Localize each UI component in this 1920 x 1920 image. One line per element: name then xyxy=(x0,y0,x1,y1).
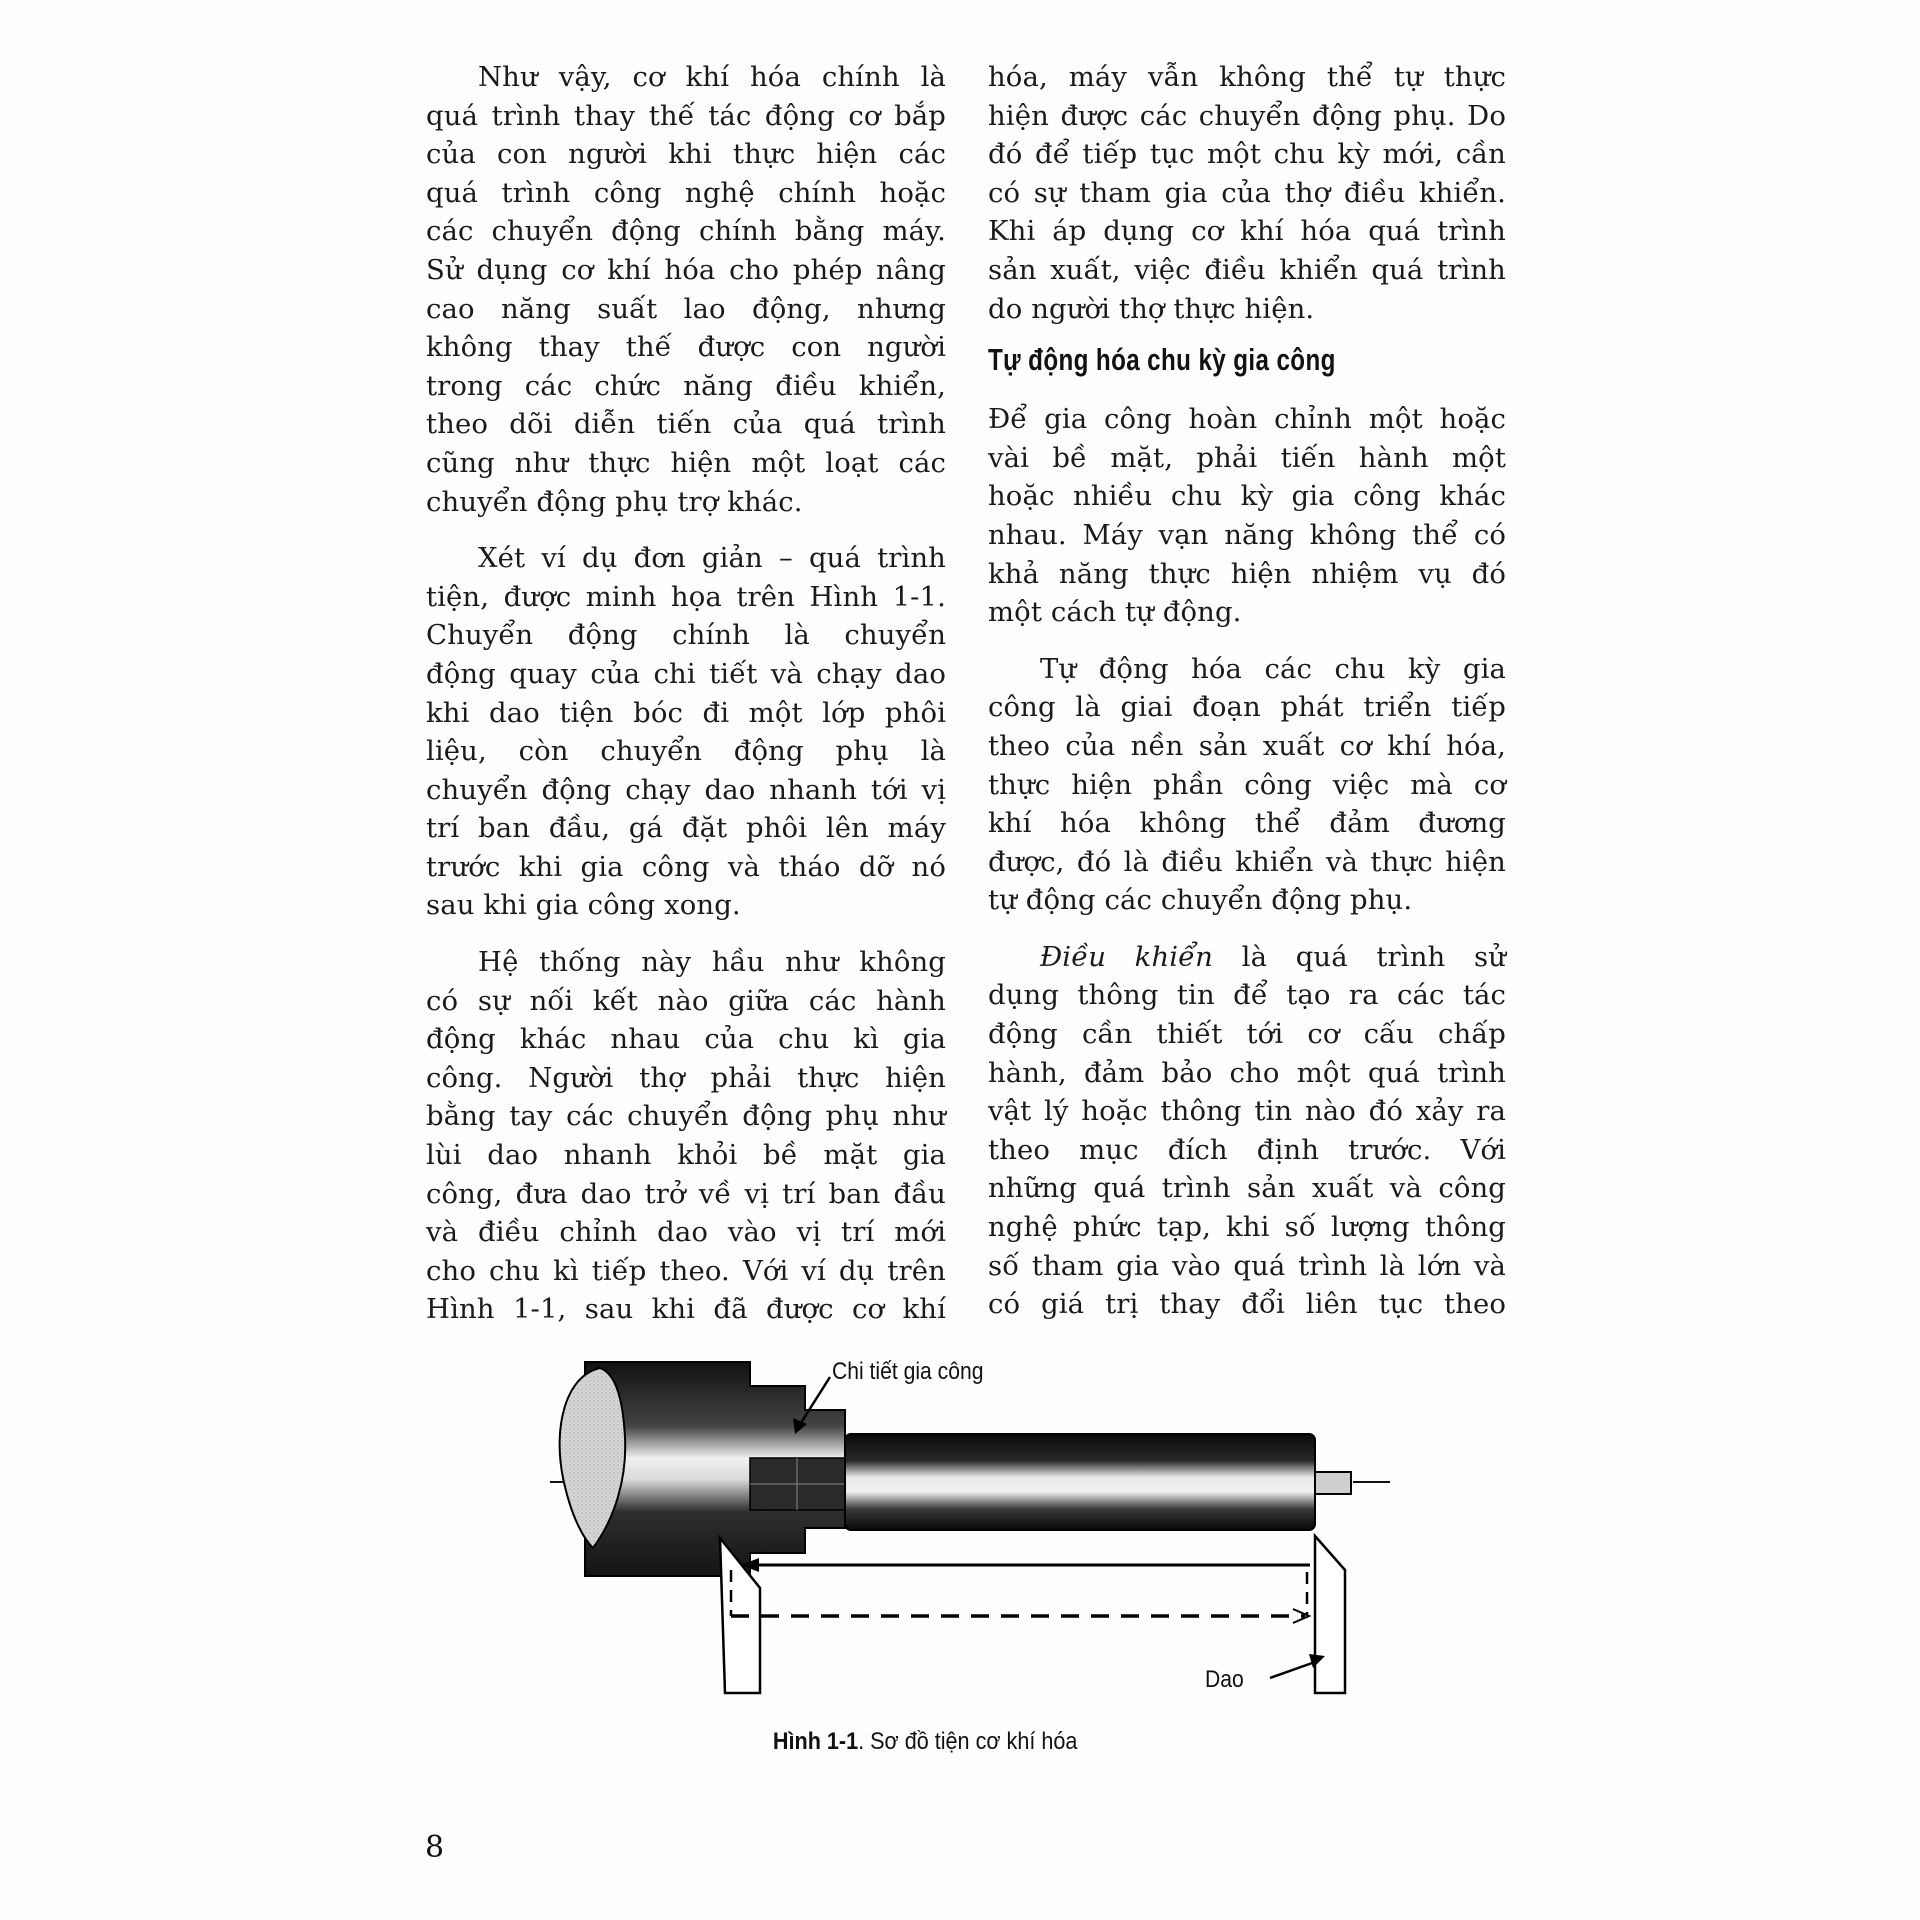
cutting-tool-end xyxy=(1315,1536,1345,1693)
text-line: cao năng suất lao động, nhưng xyxy=(426,292,946,325)
tailstock-center xyxy=(1315,1472,1351,1494)
text-line: thực hiện phần công việc mà cơ xyxy=(988,768,1506,801)
rapid-return-arrow xyxy=(741,1558,1310,1572)
text-line: đó để tiếp tục một chu kỳ mới, cần xyxy=(988,138,1506,171)
text-line: quá trình thay thế tác động cơ bắp xyxy=(426,99,946,132)
text-line: số tham gia vào quá trình là lớn và xyxy=(988,1249,1506,1282)
text-line: công là giai đoạn phát triển tiếp xyxy=(988,691,1506,724)
text-line: Để gia công hoàn chỉnh một hoặc xyxy=(988,403,1506,436)
caption-figure-number: Hình 1-1 xyxy=(772,1728,858,1755)
text-line: một cách tự động. xyxy=(988,596,1242,629)
text-line: chuyển động phụ trợ khác. xyxy=(426,485,803,518)
text-line: có sự nối kết nào giữa các hành xyxy=(426,984,946,1017)
text-line: trong các chức năng điều khiển, xyxy=(426,369,946,402)
text-line: sau khi gia công xong. xyxy=(426,889,741,922)
text-line: hoặc nhiều chu kỳ gia công khác xyxy=(988,480,1506,513)
text-line: được, đó là điều khiển và thực hiện xyxy=(988,845,1506,878)
figure-caption xyxy=(0,1728,1920,1756)
paragraph-mechanization-definition xyxy=(426,58,946,521)
text-line: có sự tham gia của thợ điều khiển. xyxy=(988,176,1506,209)
text-line: Xét ví dụ đơn giản – quá trình xyxy=(478,542,946,575)
paragraph-cycle-automation xyxy=(988,650,1506,920)
text-line: khả năng thực hiện nhiệm vụ đó xyxy=(988,557,1506,590)
text-line: Sử dụng cơ khí hóa cho phép nâng xyxy=(426,253,946,286)
text-line: nhau. Máy vạn năng không thể có xyxy=(988,518,1506,551)
text-line: có giá trị thay đổi liên tục theo xyxy=(988,1288,1506,1321)
text-line: Hệ thống này hầu như không xyxy=(478,946,946,979)
text-line: theo của nền sản xuất cơ khí hóa, xyxy=(988,729,1506,762)
text-line: khí hóa không thể đảm đương xyxy=(988,807,1506,840)
text-line: vật lý hoặc thông tin nào đó xảy ra xyxy=(988,1095,1506,1128)
caption-text: . Sơ đồ tiện cơ khí hóa xyxy=(857,1728,1078,1755)
text-line: các chuyển động chính bằng máy. xyxy=(426,215,946,248)
text-line: liệu, còn chuyển động phụ là xyxy=(426,735,946,768)
text-line: nghệ phức tạp, khi số lượng thông xyxy=(988,1211,1506,1244)
text-line: cũng như thực hiện một loạt các xyxy=(426,446,946,479)
text-line: công, đưa dao trở về vị trí ban đầu xyxy=(426,1177,946,1210)
text-line: do người thợ thực hiện. xyxy=(988,292,1315,325)
text-line: không thay thế được con người xyxy=(426,331,946,364)
text-line xyxy=(988,938,1506,977)
text-line: trước khi gia công và tháo dỡ nó xyxy=(426,850,946,883)
paragraph-machining-cycles xyxy=(988,400,1506,632)
text-line: theo mục đích định trước. Với xyxy=(988,1133,1506,1166)
text-line: công. Người thợ phải thực hiện xyxy=(426,1061,946,1094)
paragraph-system-description xyxy=(426,943,946,1329)
text-line: lùi dao nhanh khỏi bề mặt gia xyxy=(426,1139,946,1172)
paragraph-gap xyxy=(988,920,1506,938)
text-line: những quá trình sản xuất và công xyxy=(988,1172,1506,1205)
page-number: 8 xyxy=(425,1830,445,1865)
workpiece-cylinder xyxy=(845,1434,1315,1530)
text-line: vài bề mặt, phải tiến hành một xyxy=(988,441,1506,474)
text-line: động quay của chi tiết và chạy dao xyxy=(426,657,946,690)
paragraph-gap xyxy=(426,925,946,943)
text-line: động khác nhau của chu kì gia xyxy=(426,1023,946,1056)
paragraph-control-definition xyxy=(988,938,1506,1324)
paragraph-turning-example xyxy=(426,539,946,925)
figure-lathe-diagram xyxy=(545,1348,1405,1728)
text-line: trí ban đầu, gá đặt phôi lên máy xyxy=(426,812,946,845)
label-tool: Dao xyxy=(1205,1666,1244,1693)
text-line: và điều chỉnh dao vào vị trí mới xyxy=(426,1216,946,1249)
text-line: hành, đảm bảo cho một quá trình xyxy=(988,1056,1506,1089)
section-heading: Tự động hóa chu kỳ gia công xyxy=(988,342,1336,378)
text-line: tiện, được minh họa trên Hình 1-1. xyxy=(426,580,946,613)
text-line: của con người khi thực hiện các xyxy=(426,138,946,171)
text-line: theo dõi diễn tiến của quá trình xyxy=(426,408,946,441)
text-line: hiện được các chuyển động phụ. Do xyxy=(988,99,1506,132)
right-column xyxy=(988,58,1506,1324)
text-line: chuyển động chạy dao nhanh tới vị xyxy=(426,773,946,806)
text-line: sản xuất, việc điều khiển quá trình xyxy=(988,253,1506,286)
text-line: bằng tay các chuyển động phụ như xyxy=(426,1100,946,1133)
text-line: khi dao tiện bóc đi một lớp phôi xyxy=(426,696,946,729)
chuck-jaws xyxy=(750,1458,845,1510)
text-line: Như vậy, cơ khí hóa chính là xyxy=(478,61,946,93)
feed-path-dashed xyxy=(731,1570,1309,1623)
text-line: động cần thiết tới cơ cấu chấp xyxy=(988,1018,1506,1051)
text-fragment: là quá trình sử xyxy=(1241,940,1507,973)
text-line: cho chu kì tiếp theo. Với ví dụ trên xyxy=(426,1254,946,1287)
text-line: Hình 1-1, sau khi đã được cơ khí xyxy=(426,1293,946,1326)
text-line: hóa, máy vẫn không thể tự thực xyxy=(988,61,1506,93)
text-line: Chuyển động chính là chuyển xyxy=(426,619,946,652)
paragraph-continued xyxy=(988,58,1506,328)
text-line: Khi áp dụng cơ khí hóa quá trình xyxy=(988,215,1506,248)
paragraph-gap xyxy=(426,521,946,539)
paragraph-gap xyxy=(988,632,1506,650)
lathe-illustration xyxy=(545,1348,1405,1728)
text-line: tự động các chuyển động phụ. xyxy=(988,884,1413,917)
text-line: quá trình công nghệ chính hoặc xyxy=(426,176,946,209)
left-column xyxy=(426,58,946,1329)
text-line: Tự động hóa các chu kỳ gia xyxy=(1040,652,1506,685)
text-line: dụng thông tin để tạo ra các tác xyxy=(988,979,1506,1012)
italic-term: Điều khiển xyxy=(1040,940,1213,973)
label-workpiece: Chi tiết gia công xyxy=(832,1358,984,1385)
